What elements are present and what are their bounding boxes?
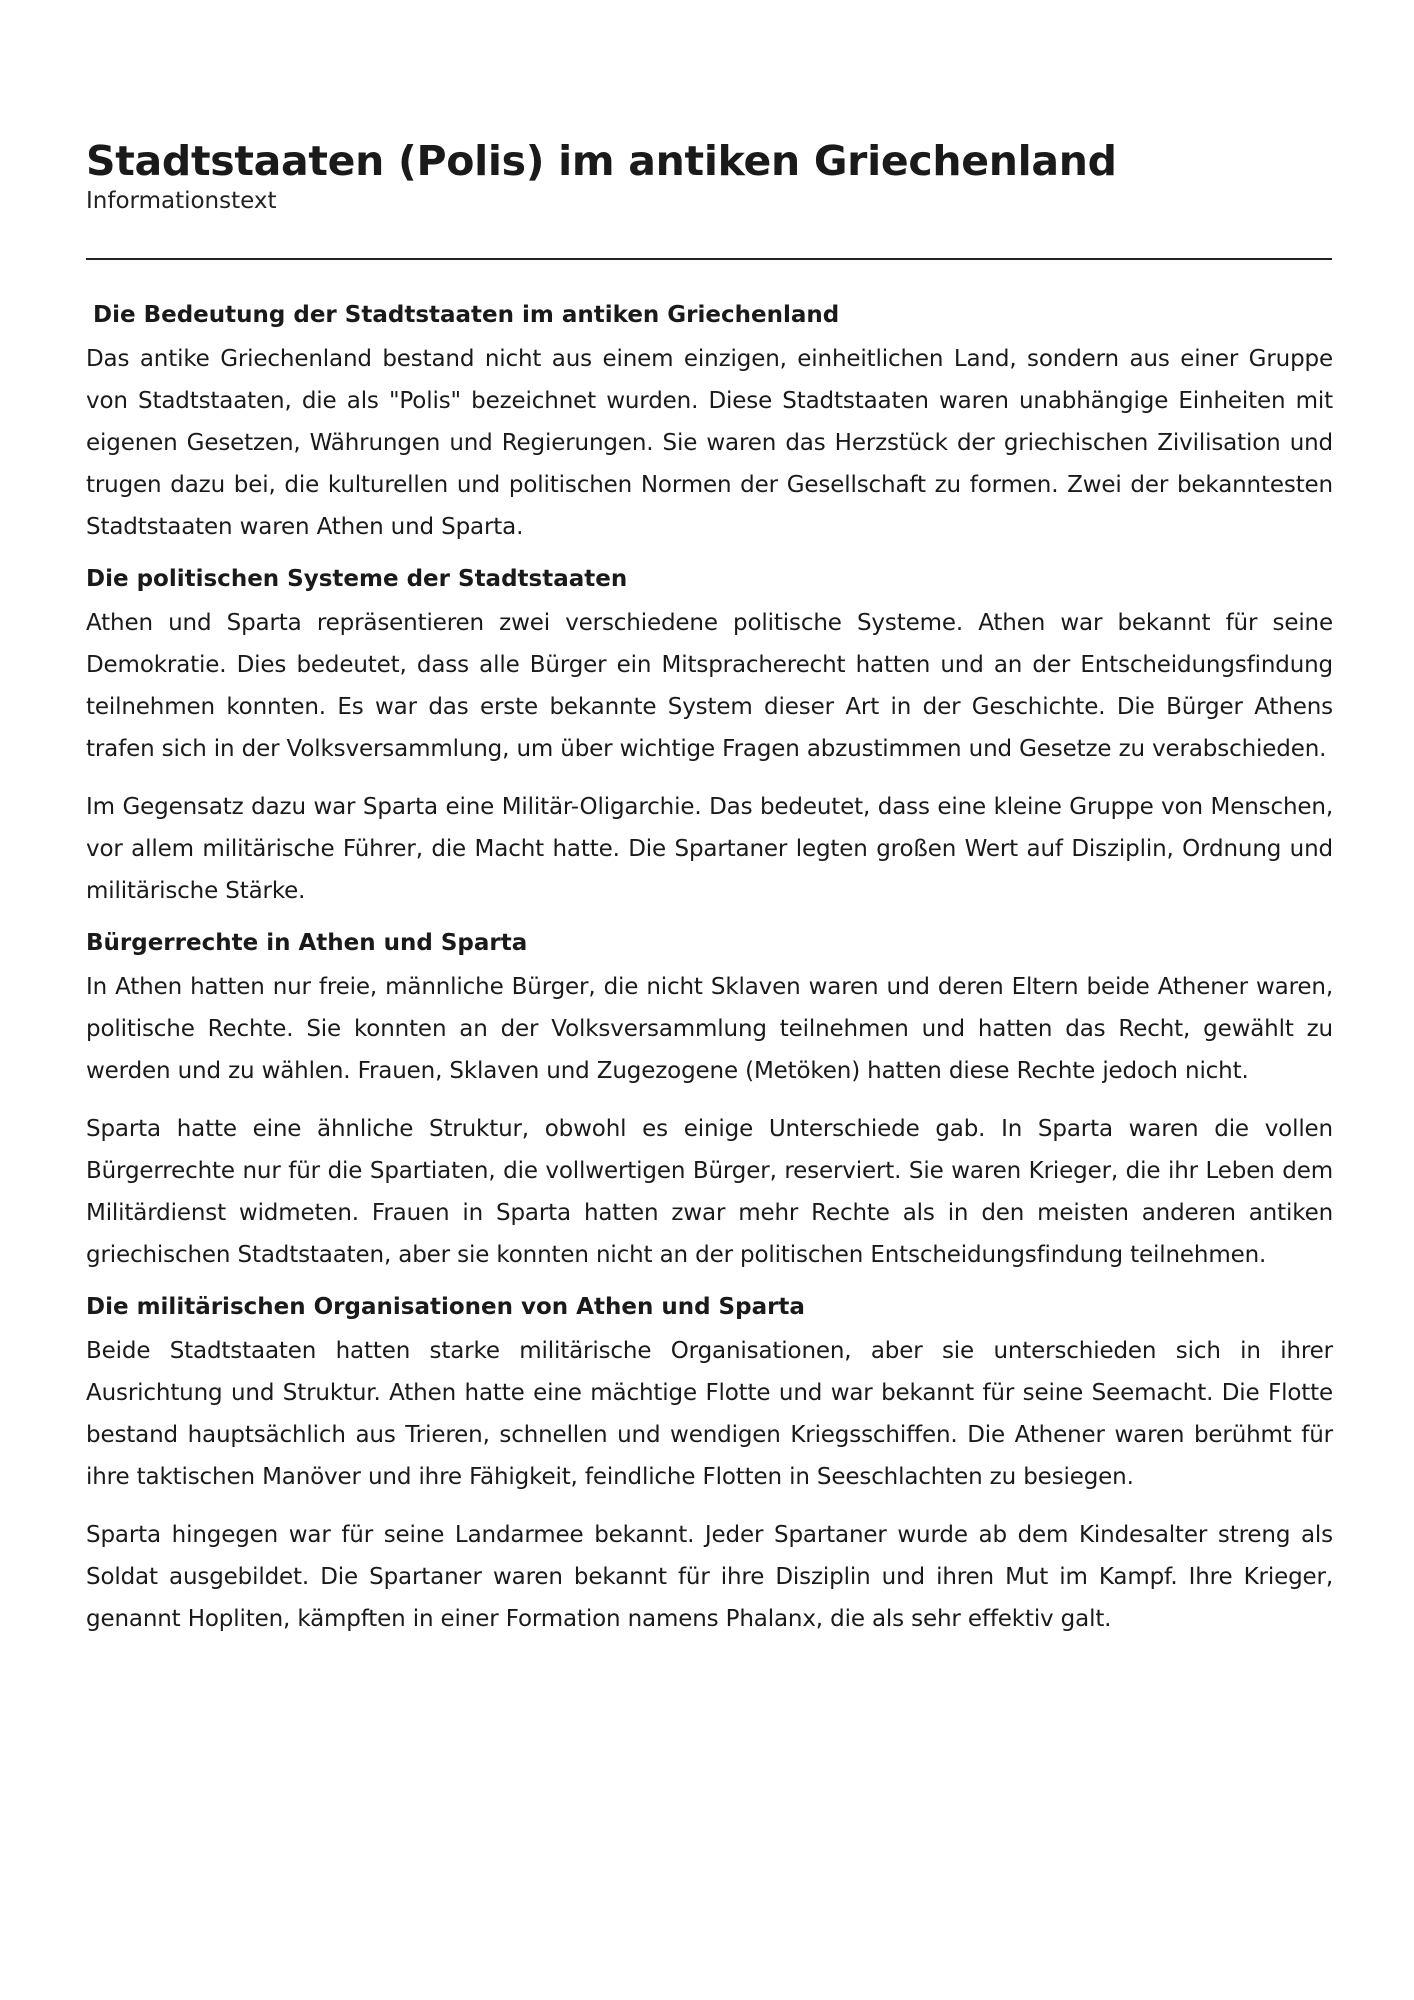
document-subtitle: Informationstext [86,188,277,214]
section-heading: Die politischen Systeme der Stadtstaaten [86,566,628,592]
section-heading: Bürgerrechte in Athen und Sparta [86,930,528,956]
section-bedeutung [86,300,1333,548]
document-title: Stadtstaaten (Polis) im antiken Griechenland [86,137,1117,185]
section-politische-systeme [86,564,1333,912]
section-paragraph: In Athen hatten nur freie, männliche Bürger, die nicht Sklaven waren und deren Eltern beide Athener waren, politische Rechte. Sie konnten an der Volksversammlung teilnehmen und hatten das Recht, gewählt zu werden und zu wählen. Frauen, Sklaven und Zugezogene (Metöken) hatten diese Rechte jedoch nicht. [86,974,1333,1084]
section-heading: Die militärischen Organisationen von Athen und Sparta [86,1294,805,1320]
section-militaerische-organisationen [86,1292,1333,1640]
section-paragraph: Beide Stadtstaaten hatten starke militärische Organisationen, aber sie unterschieden sich in ihrer Ausrichtung und Struktur. Athen hatte eine mächtige Flotte und war bekannt für seine Seemacht. Die Flotte bestand hauptsächlich aus Trieren, schnellen und wendigen Kriegsschiffen. Die Athener waren berühmt für ihre taktischen Manöver und ihre Fähigkeit, feindliche Flotten in Seeschlachten zu besiegen. [86,1338,1333,1490]
title-divider [86,258,1332,260]
document-page [86,136,1333,1656]
section-buergerrechte [86,928,1333,1276]
section-paragraph: Sparta hingegen war für seine Landarmee bekannt. Jeder Spartaner wurde ab dem Kindesalter streng als Soldat ausgebildet. Die Spartaner waren bekannt für ihre Disziplin und ihren Mut im Kampf. Ihre Krieger, genannt Hopliten, kämpften in einer Formation namens Phalanx, die als sehr effektiv galt. [86,1522,1333,1632]
section-heading: Die Bedeutung der Stadtstaaten im antiken Griechenland [93,302,840,328]
section-paragraph: Sparta hatte eine ähnliche Struktur, obwohl es einige Unterschiede gab. In Sparta waren die vollen Bürgerrechte nur für die Spartiaten, die vollwertigen Bürger, reserviert. Sie waren Krieger, die ihr Leben dem Militärdienst widmeten. Frauen in Sparta hatten zwar mehr Rechte als in den meisten anderen antiken griechischen Stadtstaaten, aber sie konnten nicht an der politischen Entscheidungsfindung teilnehmen. [86,1116,1333,1268]
section-paragraph: Athen und Sparta repräsentieren zwei verschiedene politische Systeme. Athen war bekannt für seine Demokratie. Dies bedeutet, dass alle Bürger ein Mitspracherecht hatten und an der Entscheidungsfindung teilnehmen konnten. Es war das erste bekannte System dieser Art in der Geschichte. Die Bürger Athens trafen sich in der Volksversammlung, um über wichtige Fragen abzustimmen und Gesetze zu verabschieden. [86,610,1333,762]
section-paragraph: Im Gegensatz dazu war Sparta eine Militär-Oligarchie. Das bedeutet, dass eine kleine Gruppe von Menschen, vor allem militärische Führer, die Macht hatte. Die Spartaner legten großen Wert auf Disziplin, Ordnung und militärische Stärke. [86,794,1333,904]
section-paragraph: Das antike Griechenland bestand nicht aus einem einzigen, einheitlichen Land, sondern aus einer Gruppe von Stadtstaaten, die als "Polis" bezeichnet wurden. Diese Stadtstaaten waren unabhängige Einheiten mit eigenen Gesetzen, Währungen und Regierungen. Sie waren das Herzstück der griechischen Zivilisation und trugen dazu bei, die kulturellen und politischen Normen der Gesellschaft zu formen. Zwei der bekanntesten Stadtstaaten waren Athen und Sparta. [86,346,1333,540]
